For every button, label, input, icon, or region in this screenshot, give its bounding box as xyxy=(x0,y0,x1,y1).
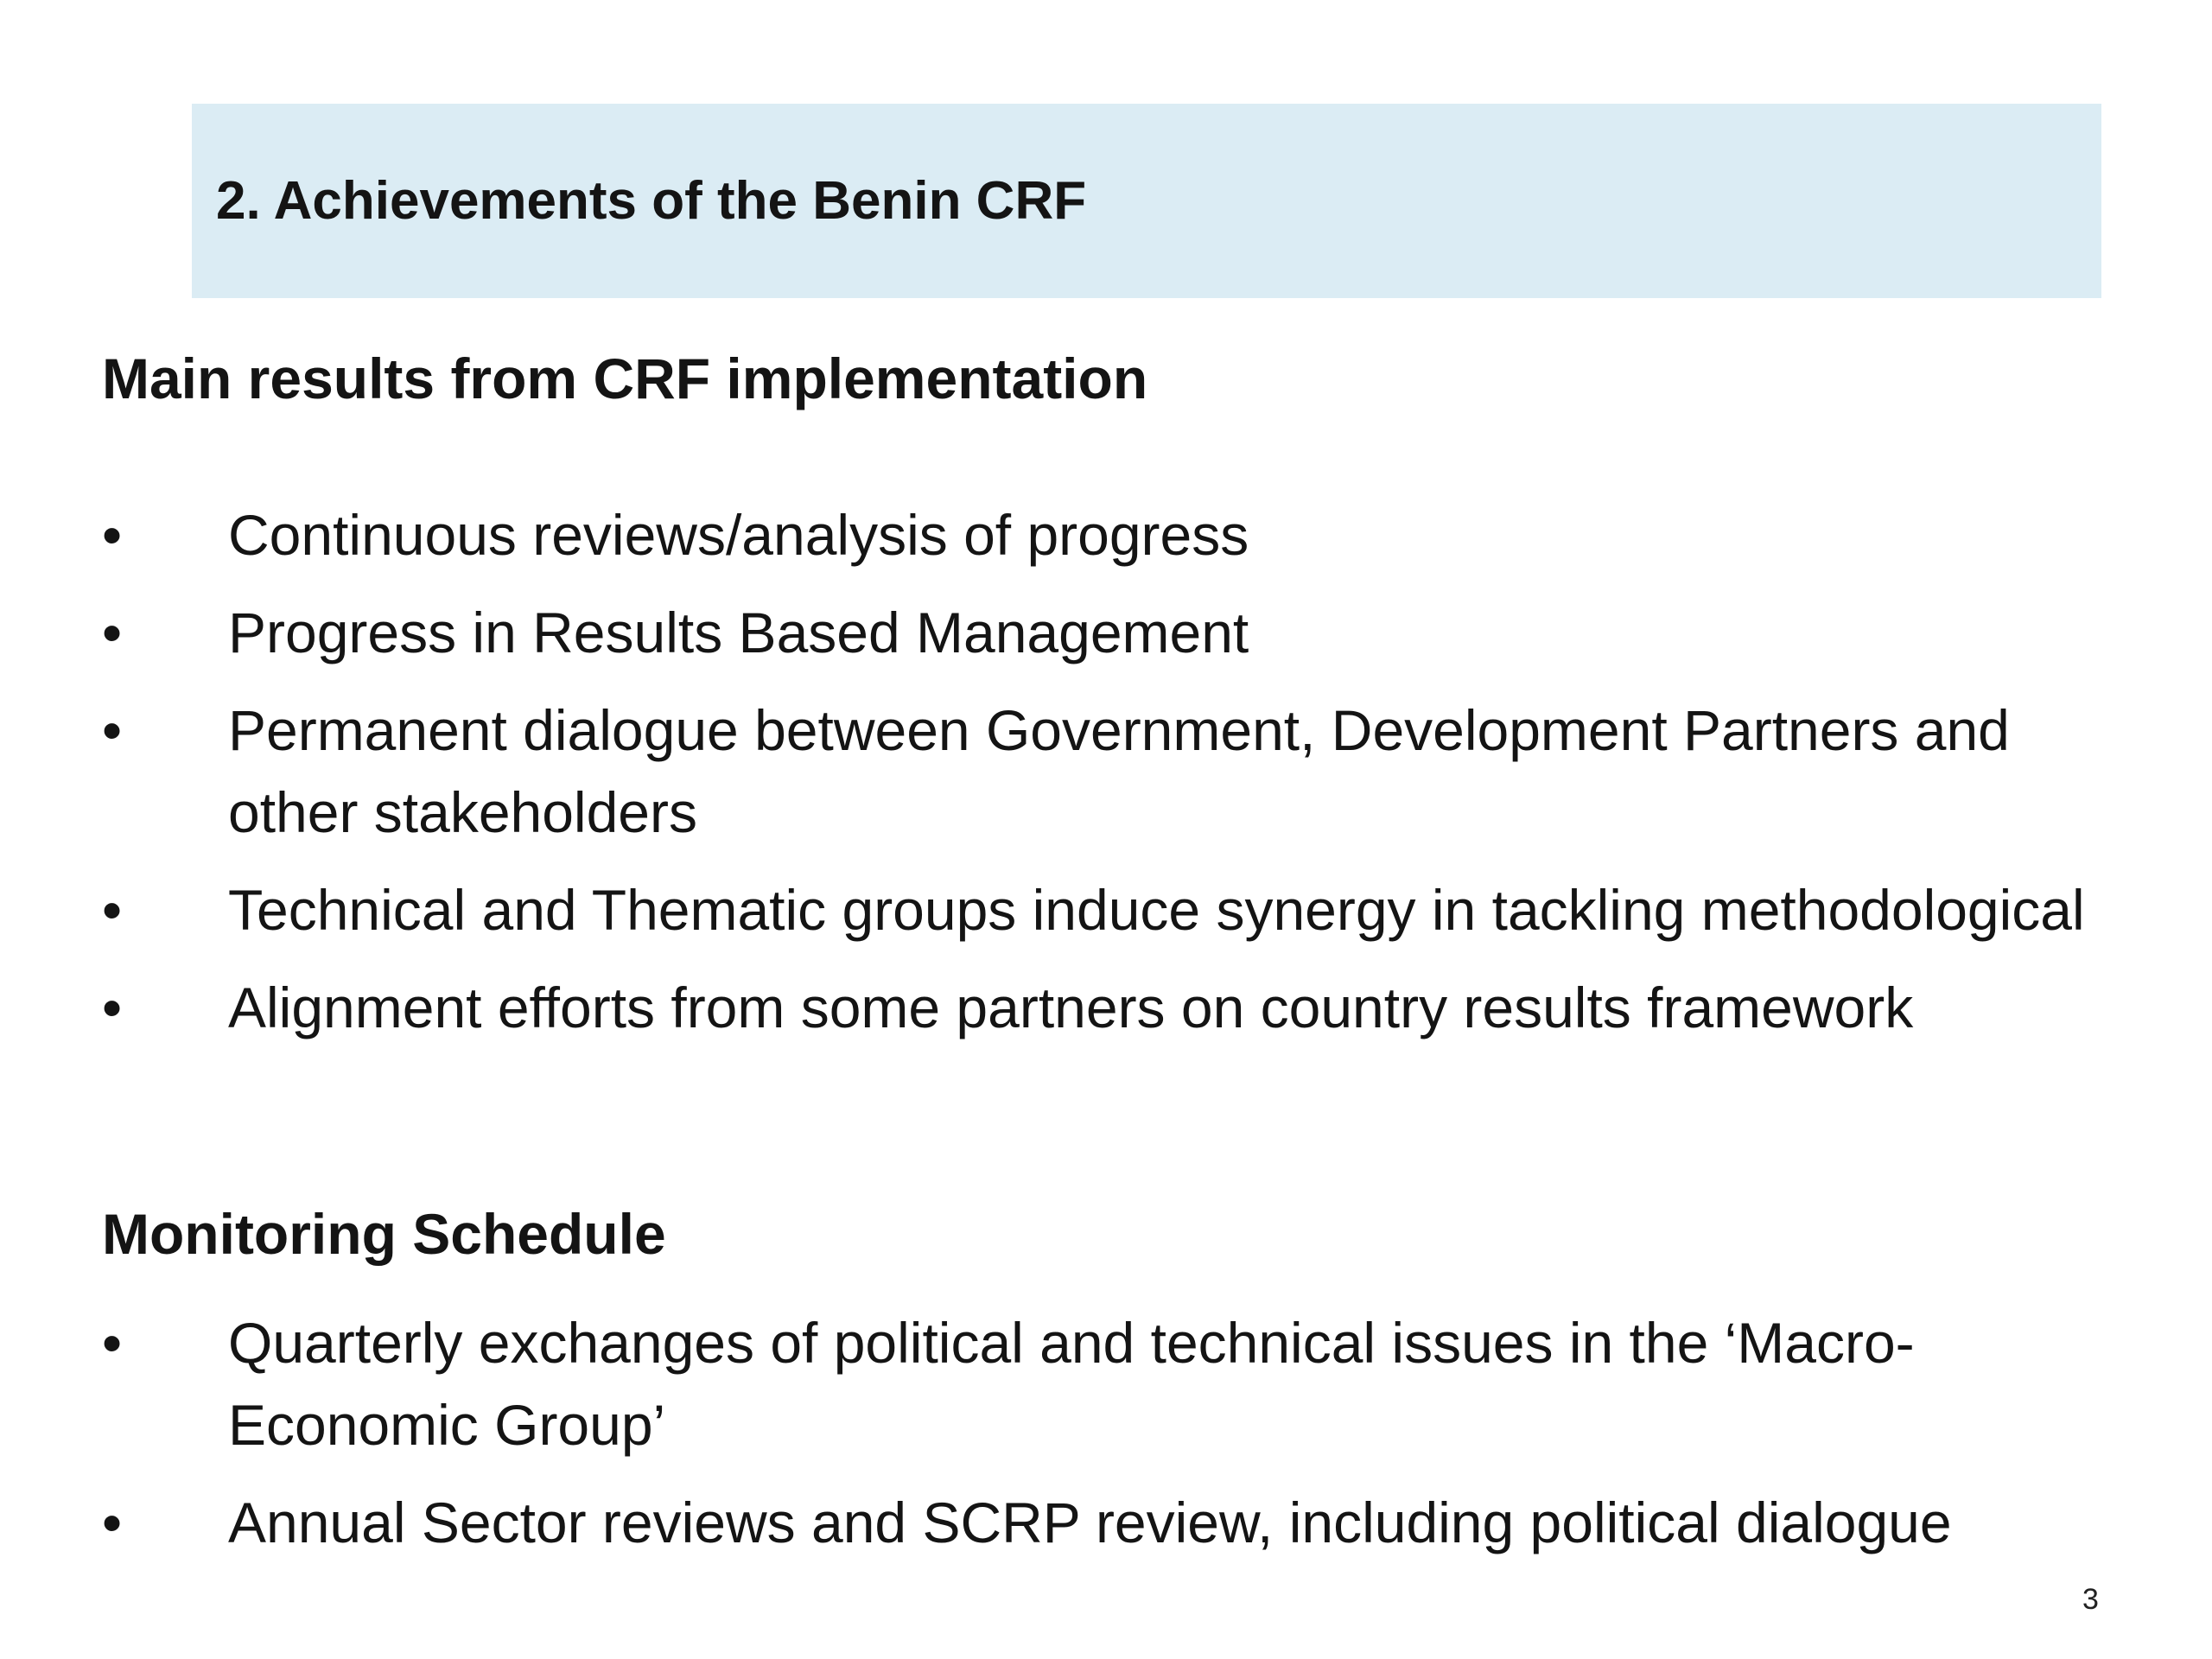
title-banner xyxy=(192,104,2101,298)
list-item-text: Progress in Results Based Management xyxy=(228,601,1249,664)
list-item-text: Technical and Thematic groups induce synergy in tackling methodological xyxy=(228,878,2085,942)
list-item xyxy=(102,494,2141,576)
bullet-icon: • xyxy=(102,601,123,664)
list-item xyxy=(102,869,2141,951)
slide-title: 2. Achievements of the Benin CRF xyxy=(216,171,1087,231)
list-item xyxy=(102,592,2141,674)
list-item-text: Alignment efforts from some partners on country results framework xyxy=(228,976,1914,1039)
list-item-text: Permanent dialogue between Government, Development Partners and other stakeholders xyxy=(228,698,2010,844)
page-number: 3 xyxy=(2082,1583,2099,1616)
bullet-icon: • xyxy=(102,976,123,1039)
section-heading-monitoring-schedule: Monitoring Schedule xyxy=(102,1202,666,1266)
list-item xyxy=(102,967,2141,1049)
section-heading-main-results: Main results from CRF implementation xyxy=(102,346,1148,410)
list-item-text: Quarterly exchanges of political and technical issues in the ‘Macro-Economic Group’ xyxy=(228,1311,1915,1457)
list-item-text: Annual Sector reviews and SCRP review, including political dialogue xyxy=(228,1491,1952,1554)
bullet-icon: • xyxy=(102,878,123,942)
bullet-icon: • xyxy=(102,1311,123,1375)
list-item xyxy=(102,1302,2141,1466)
main-results-list xyxy=(102,494,2141,1049)
list-item xyxy=(102,690,2141,854)
list-item xyxy=(102,1482,2141,1564)
bullet-icon: • xyxy=(102,503,123,567)
bullet-icon: • xyxy=(102,1491,123,1554)
list-item-text: Continuous reviews/analysis of progress xyxy=(228,503,1249,567)
monitoring-schedule-list xyxy=(102,1302,2141,1564)
bullet-icon: • xyxy=(102,698,123,762)
